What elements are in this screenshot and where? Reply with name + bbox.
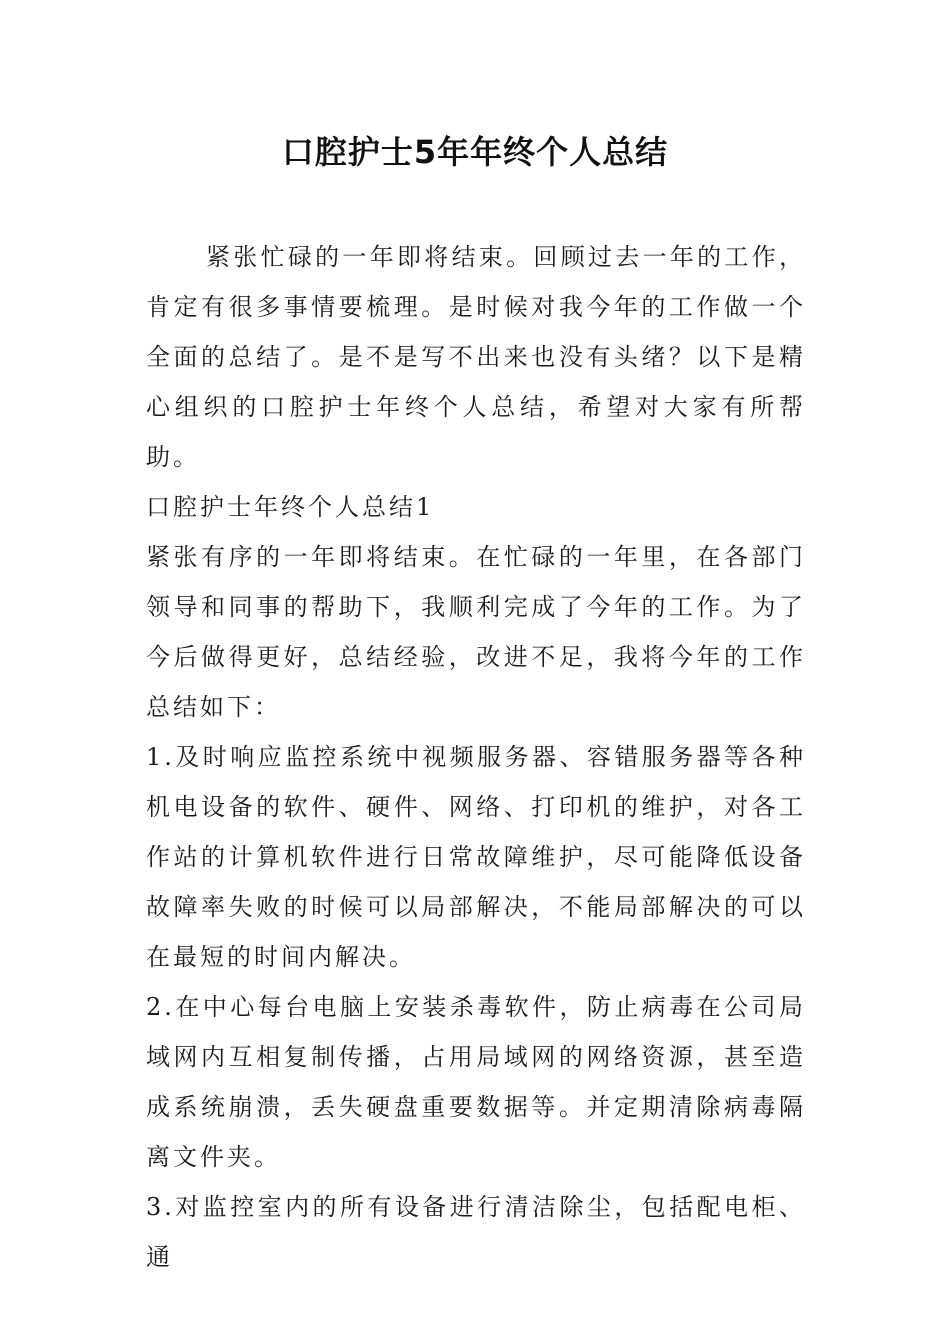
document-title: 口腔护士5年年终个人总结 bbox=[281, 133, 669, 171]
intro-paragraph: 紧张忙碌的一年即将结束。回顾过去一年的工作，肯定有很多事情要梳理。是时候对我今年的工作做一个全面的总结了。是不是写不出来也没有头绪？以下是精心组织的口腔护士年终个人总结，希望对大家有所帮助。 bbox=[146, 243, 806, 471]
list-item-1: 1.及时响应监控系统中视频服务器、容错服务器等各种机电设备的软件、硬件、网络、打印机的维护，对各工作站的计算机软件进行日常故障维护，尽可能降低设备故障率失败的时候可以局部解决，不能局部解决的可以在最短的时间内解决。 bbox=[146, 743, 806, 971]
document-body bbox=[146, 232, 806, 1282]
list-item-3: 3.对监控室内的所有设备进行清洁除尘，包括配电柜、通 bbox=[146, 1193, 806, 1271]
section-intro-paragraph: 紧张有序的一年即将结束。在忙碌的一年里，在各部门领导和同事的帮助下，我顺利完成了今年的工作。为了今后做得更好，总结经验，改进不足，我将今年的工作总结如下： bbox=[146, 543, 806, 721]
section-heading: 口腔护士年终个人总结1 bbox=[146, 493, 435, 521]
list-item-2: 2.在中心每台电脑上安装杀毒软件，防止病毒在公司局域网内互相复制传播，占用局域网的网络资源，甚至造成系统崩溃，丢失硬盘重要数据等。并定期清除病毒隔离文件夹。 bbox=[146, 993, 806, 1171]
